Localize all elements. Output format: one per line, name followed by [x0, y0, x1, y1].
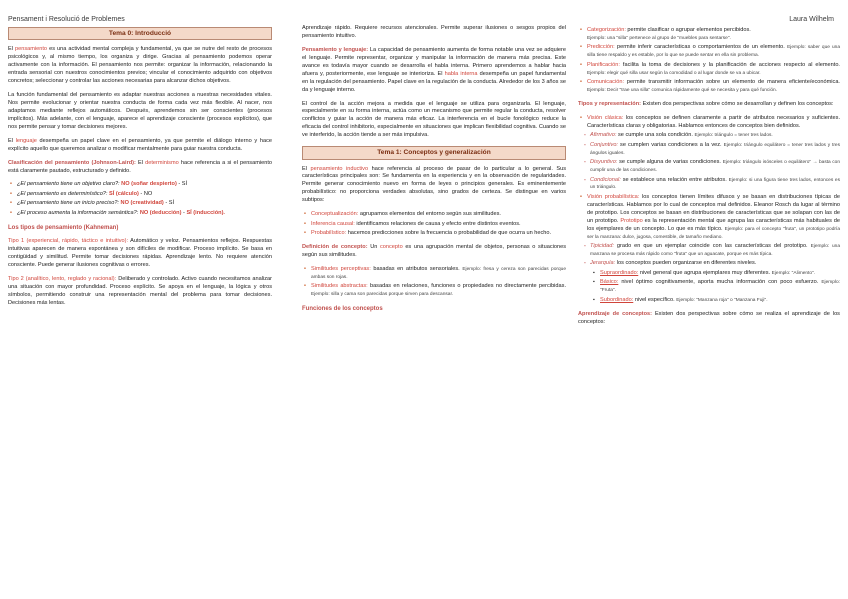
list-item: • Similitudes perceptivas: basadas en atributos sensoriales. Ejemplo: fresa y cereza son parecidas porque ambas son rojas. — [302, 266, 566, 282]
paragraph: Definición de concepto: Un concepto es una agrupación mental de objetos, personas o situaciones según sus similitudes. — [302, 244, 566, 258]
list-item: - Condicional: se establece una relación entre atributos. Ejemplo: si una figura tiene tres lados, entonces es un triángulo. — [578, 177, 840, 193]
term: pensamiento — [15, 46, 48, 53]
list-item: • Categorización: permite clasificar o agrupar elementos percibidos. Ejemplo: una "silla" pertenece al grupo de "muebles para sentarse". — [578, 27, 840, 43]
question-list — [8, 181, 272, 217]
list-item: • ¿El pensamiento tiene un inicio preciso?: NO (creatividad) - SÍ — [8, 200, 272, 208]
list-item: - Tipicidad: grado en que un ejemplar coincide con las características del prototipo. Ejemplo: una manzana se procesa más rápido como "fruta" que un aguacate, porque es más típica. — [578, 243, 840, 259]
paragraph: Tipo 2 (analítico, lento, reglado y racional): Deliberado y controlado. Activo cuando necesitamos analizar una situación con mayor profundidad. Proceso explícito. Se apoya en el lenguaje, la lógica y otros símbolos, permitiendo construir una representación mental del problema para tomar decisiones. Decisiones más lentas. — [8, 276, 272, 306]
term: habla interna — [444, 70, 478, 77]
paragraph: El pensamiento es una actividad mental compleja y fundamental, ya que se nutre del resto de procesos psicológicos y, al mismo tiempo, los organiza y dirige. Gracias al pensamiento podemos operar activamente con la información. El pensamiento nos permite: organizar la información, relacionando la entrada sensorial con nuestros conocimientos previos; vincular el conocimiento adquirido con objetivos concretos; seleccionar y controlar las acciones necesarias para alcanzar dichos objetivos. — [8, 46, 272, 85]
list-item: • Inferencia causal: identificamos relaciones de causa y efecto entre distintos eventos. — [302, 221, 566, 229]
list-item: • ¿El pensamiento tiene un objetivo claro?: NO (soñar despierto) - SÍ — [8, 181, 272, 189]
paragraph: Tipo 1 (experiencial, rápido, táctico e intuitivo): Automático y veloz. Pensamientos reflejos. Respuestas intuitivas aparecen de manera espontánea y son difíciles de modificar. Proceso implícito. Se basa en contigüidad y similitud. Permite tomar decisiones rápidas. Aprendizaje lento. No requiere atención consciente. Puede generar ilusiones cognitivas o errores. — [8, 238, 272, 269]
list-item: • Visión clásica: los conceptos se definen claramente a partir de atributos necesarios y suficientes. Características claras y obligatorias. Hablamos entonces de conceptos bien definidos. — [578, 115, 840, 131]
subtype-list — [302, 211, 566, 238]
subheading: Clasificación del pensamiento (Johnson-Laird): — [8, 159, 136, 166]
paragraph: Aprendizaje rápido. Requiere recursos atencionales. Permite superar ilusiones o sesgos propios del pensamiento intuitivo. — [302, 25, 566, 39]
column-2 — [302, 25, 566, 320]
term: determinismo — [145, 159, 179, 166]
list-item: • Planificación: facilita la toma de decisiones y la planificación de acciones respecto al elemento. Ejemplo: elegir qué silla usar según la comodidad o al lugar donde se va a ubicar. — [578, 62, 840, 78]
list-item: • Predicción: permite inferir características o comportamientos de un elemento. Ejemplo: saber que una silla tiene respaldo y es estable, por lo que se puede sentar en ella sin problema. — [578, 44, 840, 60]
paragraph: La función fundamental del pensamiento es adaptar nuestras acciones a nuestras necesidades vitales. Nos permite evolucionar y orientar nuestra conducta de forma cada vez más flexible. Al nacer, nos adaptamos mediante reflejos automáticos. Después, aprendemos sin ser conscientes (procesos implícitos). Más adelante, con el lenguaje, aparece el aprendizaje consciente (procesos explícitos), que nos permite pensar y tomar decisiones mejores. — [8, 92, 272, 130]
function-list — [578, 27, 840, 95]
term: concepto — [379, 244, 403, 251]
heading-types: Los tipos de pensamiento (Kahneman) — [8, 224, 119, 231]
paragraph: El pensamiento inductivo hace referencia al proceso de pasar de lo particular a lo general. Sus características principales son: Se fundamenta en la experiencia y en la observación de regularidades. Permite generar conocimiento nuevo en forma de leyes o principios generales. Es eminentemente probabilístico: no proporciona verdades absolutas, sino grados de certeza. Se distingue en varios subtipos: — [302, 165, 567, 204]
list-item: • Similitudes abstractas: basadas en relaciones, funciones o propiedades no directamente percibidas. Ejemplo: silla y cama son parecidas porque sirven para descansar. — [302, 283, 566, 299]
column-1 — [8, 27, 272, 314]
heading-functions: Funciones de los conceptos — [302, 306, 383, 313]
subheading: Tipo 2 (analítico, lento, reglado y racional): — [8, 276, 117, 282]
subheading: Tipos y representación: — [578, 101, 642, 107]
section-box-tema0: Tema 0: Introducció — [8, 27, 272, 40]
section-box-tema1: Tema 1: Conceptos y generalización — [302, 146, 566, 159]
paragraph: Clasificación del pensamiento (Johnson-Laird): El determinismo hace referencia a si el pensamiento está claramente pautado, estructurado y definido. — [8, 159, 272, 174]
list-item: • Visión probabilística: los conceptos tienen límites difusos y se basan en distribuciones típicas de características. Hablamos por lo cual de conceptos mal definidos. Eleanor Rosch da lugar al término de prototipo. Los conceptos se basan en distribuciones de características que se solapan con las de un prototipo. Prototipo es la representación mental que agrupa las características más habituales de los ejemplares de un concepto. Lo que es más típico. Ejemplo: para el concepto "fruta", un prototipo podría ser la manzana: dulce, jugosa, comestible, de tamaño mediano. — [578, 194, 840, 242]
list-item: - Conjuntivo: se cumplen varias condiciones a la vez. Ejemplo: triángulo equilátero = tener tres lados y tres ángulos iguales. — [578, 142, 840, 158]
paragraph: El control de la acción mejora a medida que el lenguaje se utiliza para organizarla. El lenguaje, especialmente en su forma interna, actúa como un mecanismo que permite regular la conducta, resolver conflictos y guiar la acción de manera más eficaz. La interferencia en el bucle fonológico reduce la eficacia del control inhibitorio, especialmente en situaciones que implican flexibilidad cognitiva. Cuando se ve interferido, la acción tiende a ser más impulsiva. — [302, 100, 566, 139]
header-title: Pensament i Resolució de Problemes — [8, 16, 125, 23]
list-item: ▪ Subordinado: nivel específico. Ejemplo: "Manzana roja" o "Manzana Fuji". — [578, 297, 840, 305]
list-item: • Conceptualización: agrupamos elementos del entorno según sus similitudes. — [302, 211, 566, 219]
subheading: Aprendizaje de conceptos: — [578, 310, 652, 317]
term: lenguaje — [15, 137, 37, 144]
list-item: ▪ Supraordinado: nivel general que agrupa ejemplares muy diferentes. Ejemplo: "Alimento". — [578, 270, 840, 278]
list-item: • Probabilístico: hacemos predicciones sobre la frecuencia o probabilidad de que ocurra un hecho. — [302, 230, 566, 238]
paragraph: Pensamiento y lenguaje: La capacidad de pensamiento aumenta de forma notable una vez se adquiere el lenguaje. Permite representar, organizar y manipular la información de manera más precisa. Este avance es todavía mayor cuando se desarrolla el habla interna. Primero aprendemos a hablar hacia afuera y, posteriormente, ese lenguaje se interioriza. El habla interna desempeña un papel fundamental en la regulación del pensamiento. Papel clave en la regulación de la conducta. Alrededor de los 3 años se da y lenguaje interno. — [302, 46, 567, 93]
subheading: Tipo 1 (experiencial, rápido, táctico e intuitivo): — [8, 238, 129, 245]
list-item: • ¿El pensamiento es determinístico?: SÍ (cálculo) - NO — [8, 191, 272, 199]
vision-list — [578, 115, 840, 305]
list-item: - Jerarquía: los conceptos pueden organizarse en diferentes niveles. — [578, 260, 840, 268]
list-item: - Disyuntivo: se cumple alguna de varias condiciones. Ejemplo: triángulo isósceles o equilátero" → basta con cumplir una de las condiciones. — [578, 159, 840, 175]
column-3 — [578, 27, 840, 332]
list-item: - Afirmativo: se cumple una sola condición. Ejemplo: triángulo = tener tres lados. — [578, 132, 840, 140]
list-item: ▪ Básico: nivel óptimo cognitivamente, aporta mucha información con poco esfuerzo. Ejemplo: "Fruta". — [578, 279, 840, 295]
list-item: • ¿El proceso aumenta la información semántica?: NO (deducción) - SÍ (inducción). — [8, 210, 272, 218]
subheading: Pensamiento y lenguaje: — [302, 46, 369, 53]
list-item: • Comunicación: permite transmitir información sobre un elemento de manera eficiente/económica. Ejemplo: Decir "trae una silla" comunica rápidamente qué se necesita y para qué función. — [578, 79, 840, 95]
subheading: Definición de concepto: — [302, 244, 368, 251]
header-author: Laura Wilhelm — [789, 16, 834, 23]
paragraph: El lenguaje desempeña un papel clave en el pensamiento, ya que permite el diálogo interno y hace explícito aquello que queremos analizar o modificar mentalmente para guiar nuestra conducta. — [8, 137, 273, 152]
similarity-list — [302, 266, 566, 299]
paragraph: Aprendizaje de conceptos: Existen dos perspectivas sobre cómo se realiza el aprendizaje de los conceptos: — [578, 310, 840, 325]
term: pensamiento inductivo — [310, 165, 369, 172]
paragraph: Tipos y representación: Existen dos perspectivas sobre cómo se desarrollan y definen los conceptos: — [578, 101, 834, 107]
